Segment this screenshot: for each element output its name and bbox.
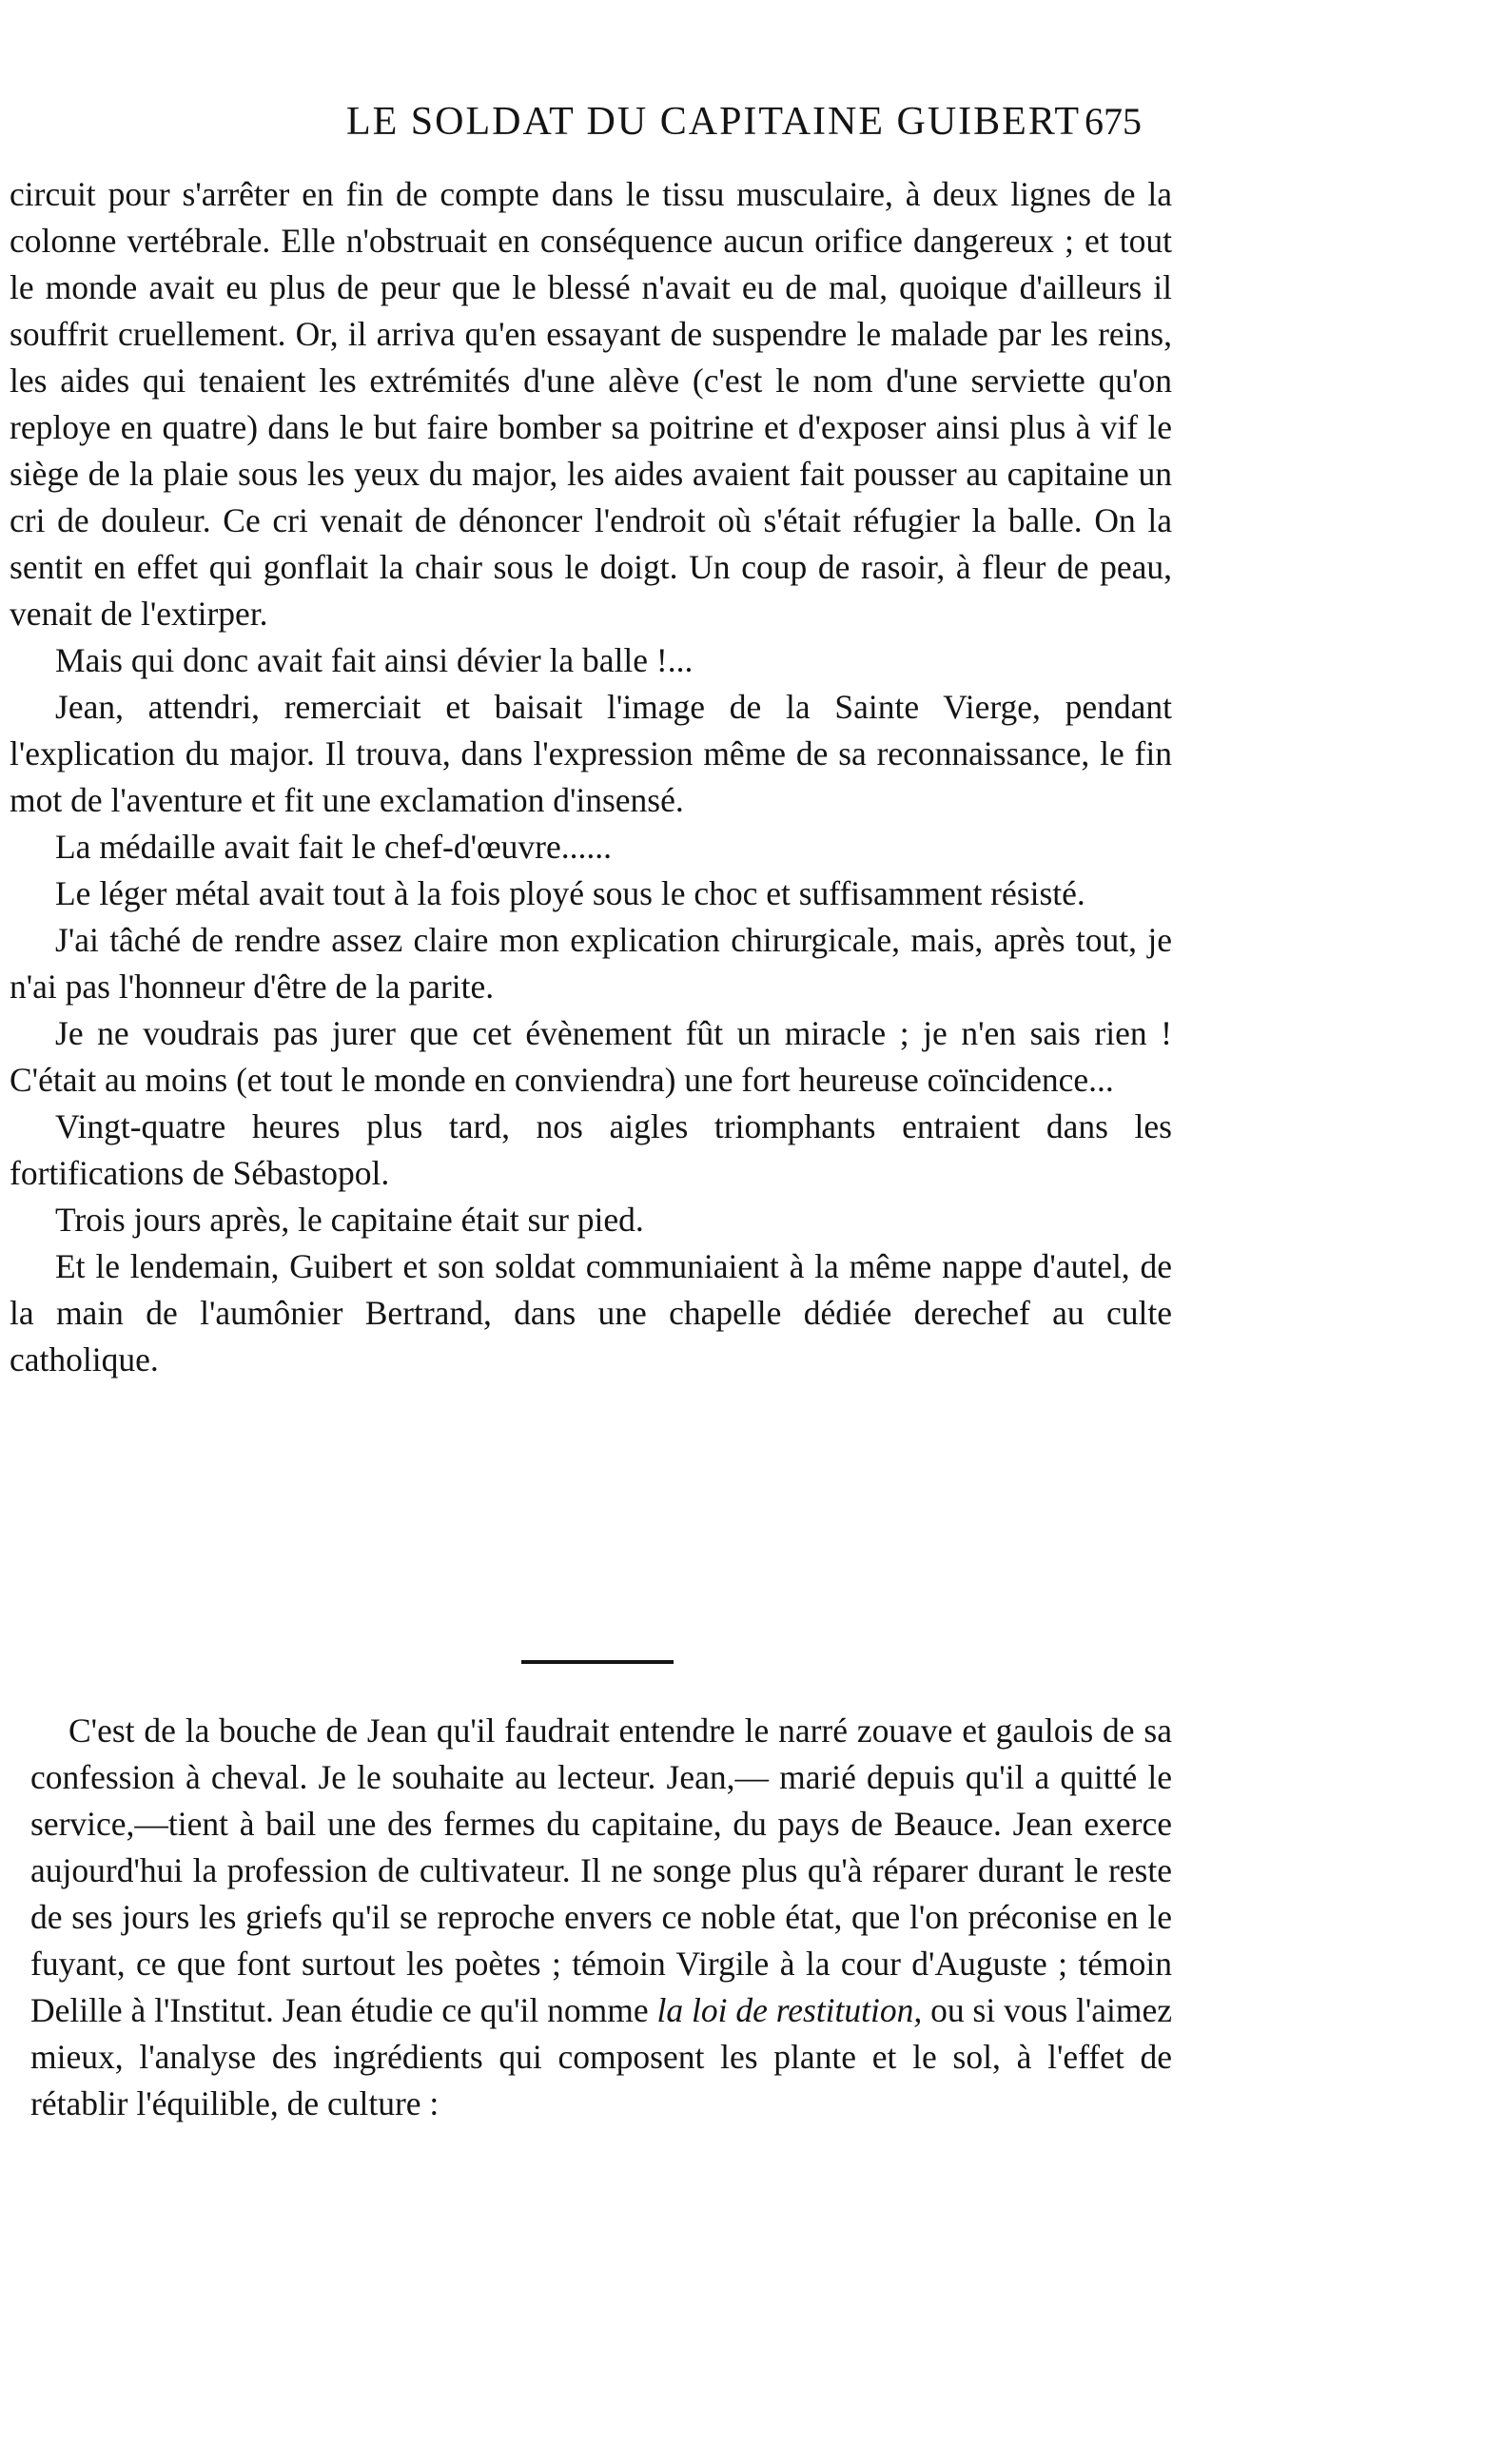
- paragraph: Mais qui donc avait fait ainsi dévier la balle !...: [55, 641, 694, 679]
- paragraph-continuation: circuit pour s'arrêter en fin de compte dans le tissu musculaire, à deux lignes de la colonne vertébrale. Elle n'obstruait en conséquence aucun orifice dangereux ; et tout le monde avait eu plus de peur que le blessé n'avait eu de mal, quoique d'ailleurs il souffrit cruellement. Or, il arriva qu'en essayant de suspendre le malade par les reins, les aides qui tenaient les extrémités d'une alève (c'est le nom d'une serviette qu'on reploye en quatre) dans le but faire bomber sa poitrine et d'exposer ainsi plus à vif le siège de la plaie sous les yeux du major, les aides avaient fait pousser au capitaine un cri de douleur. Ce cri venait de dénoncer l'endroit où s'était réfugier la balle. On la sentit en effet qui gonflait la chair sous le doigt. Un coup de rasoir, à fleur de peau, venait de l'extirper.: [10, 175, 1172, 633]
- paragraph: Jean, attendri, remerciait et baisait l'image de la Sainte Vierge, pendant l'explication du major. Il trouva, dans l'expression même de sa reconnaissance, le fin mot de l'aventure et fit une exclamation d'insensé.: [10, 688, 1172, 819]
- text-span: C'est de la bouche de Jean qu'il faudrait entendre le narré zouave et gaulois de sa confession à cheval. Je le souhaite au lecteur. Jean,— marié depuis qu'il a quitté le service,—tient à bail une des fermes du capitaine, du pays de Beauce. Jean exerce aujourd'hui la profession de cultivateur. Il ne songe plus qu'à réparer durant le reste de ses jours les griefs qu'il se reproche envers ce noble état, que l'on préconise en le fuyant, ce que font surtout les poètes ; témoin Virgile à la cour d'Auguste ; témoin Delille à l'Institut. Jean étudie ce qu'il nomme: [30, 1711, 1172, 2029]
- paragraph: J'ai tâché de rendre assez claire mon explication chirurgicale, mais, après tout, je n'ai pas l'honneur d'être de la parite.: [10, 921, 1172, 1006]
- paragraph: [30, 1708, 1172, 2127]
- text-span: ou si vous l'aimez mieux, l'analyse des ingrédients qui composent les plante et le sol, à l'effet de rétablir l'équilible, de culture :: [30, 1991, 1173, 2122]
- paragraph: Et le lendemain, Guibert et son soldat communiaient à la même nappe d'autel, de la main de l'aumônier Bertrand, dans une chapelle dédiée derechef au culte catholique.: [10, 1247, 1172, 1379]
- section-divider: [521, 1660, 674, 1664]
- page-number: 675: [1085, 100, 1142, 143]
- main-text-block: [10, 171, 1172, 1383]
- paragraph: La médaille avait fait le chef-d'œuvre......: [55, 828, 612, 866]
- second-section-text: [30, 1708, 1172, 2127]
- paragraph: Le léger métal avait tout à la fois ployé sous le choc et suffisamment résisté.: [55, 874, 1085, 912]
- running-title: LE SOLDAT DU CAPITAINE GUIBERT: [346, 100, 1081, 144]
- paragraph: Vingt-quatre heures plus tard, nos aigles triomphants entraient dans les fortifications de Sébastopol.: [10, 1107, 1172, 1192]
- italic-term: la loi de restitution,: [656, 1991, 923, 2029]
- paragraph: Je ne voudrais pas jurer que cet évènement fût un miracle ; je n'en sais rien ! C'était au moins (et tout le monde en conviendra) une fort heureuse coïncidence...: [10, 1014, 1172, 1099]
- paragraph: Trois jours après, le capitaine était sur pied.: [55, 1201, 644, 1239]
